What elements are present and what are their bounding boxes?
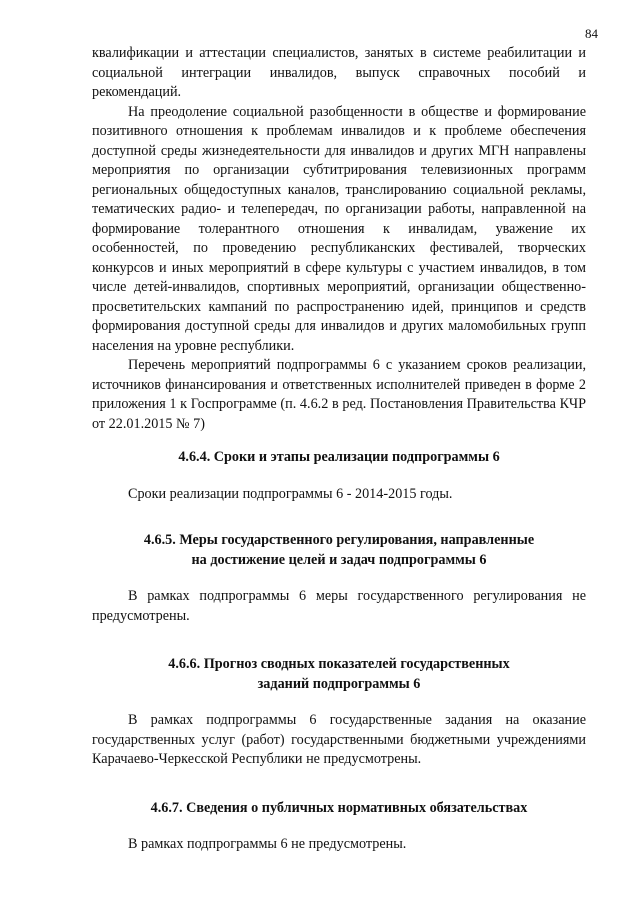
section-heading-4-6-4: 4.6.4. Сроки и этапы реализации подпрограммы 6: [178, 449, 500, 465]
section-heading-4-6-6: 4.6.6. Прогноз сводных показателей государственных заданий подпрограммы 6: [168, 656, 510, 692]
section-text-4-6-7: В рамках подпрограммы 6 не предусмотрены.: [128, 836, 407, 852]
paragraph-social-integration: На преодоление социальной разобщенности в обществе и формирование позитивного отношения к проблемам инвалидов и к проблеме обеспечения доступной среды жизнедеятельности для инвалидов и других МГН направлены мероприятия по организации субтитрирования телевизионных программ региональных общедоступных каналов, транслированию социальной рекламы, тематических радио- и телепередач, по организации работы, направленной на формирование толерантного отношения к инвалидам, уважение их особенностей, по проведению республиканских фестивалей, творческих конкурсов и иных мероприятий в сфере культуры с участием инвалидов, в том числе детей-инвалидов, спортивных мероприятий, организации общественно-просветительских кампаний по распространению идей, принципов и средств формирования доступной среды для инвалидов и других маломобильных групп населения на уровне республики.: [92, 103, 586, 354]
page-number: 84: [585, 26, 598, 41]
document-body: [92, 44, 586, 855]
section-text-4-6-5: В рамках подпрограммы 6 меры государственного регулирования не предусмотрены.: [92, 588, 586, 624]
section-text-4-6-4: Сроки реализации подпрограммы 6 - 2014-2015 годы.: [128, 485, 453, 502]
section-heading-4-6-7: 4.6.7. Сведения о публичных нормативных обязательствах: [150, 799, 528, 816]
paragraph-activities-list: Перечень мероприятий подпрограммы 6 с указанием сроков реализации, источников финансирования и ответственных исполнителей приведен в форме 2 приложения 1 к Госпрограмме (п. 4.6.2 в ред. Постановления Правительства КЧР от 22.01.2015 № 7): [92, 357, 586, 432]
section-text-4-6-6: В рамках подпрограммы 6 государственные задания на оказание государственных услуг (работ) государственными бюджетными учреждениями Карачаево-Черкесской Республики не предусмотрены.: [92, 712, 586, 767]
paragraph-continuation: квалификации и аттестации специалистов, занятых в системе реабилитации и социальной интеграции инвалидов, выпуск справочных пособий и рекомендаций.: [92, 45, 586, 100]
section-heading-4-6-5: 4.6.5. Меры государственного регулирования, направленные на достижение целей и задач подпрограммы 6: [143, 532, 535, 568]
